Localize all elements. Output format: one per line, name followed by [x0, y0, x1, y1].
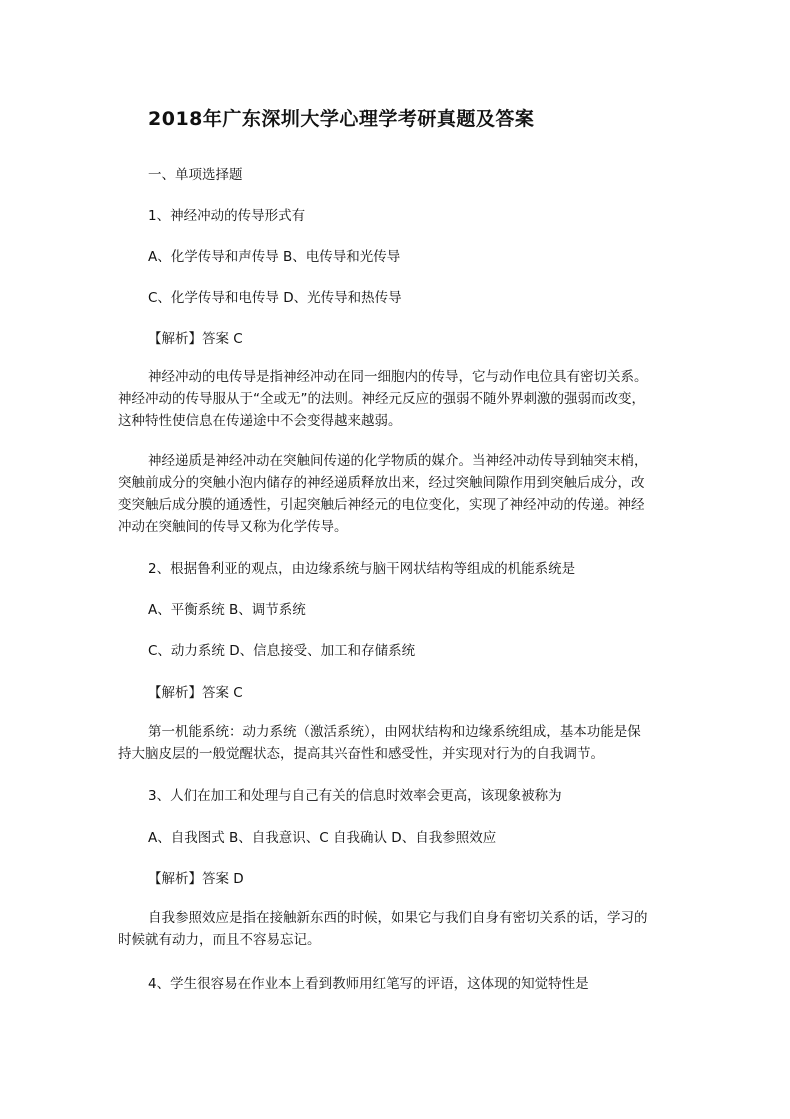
- question-1-options-cd: C、化学传导和电传导 D、光传导和热传导: [148, 290, 402, 306]
- text-line: 神经递质是神经冲动在突触间传递的化学物质的媒介。当神经冲动传导到轴突末梢，: [148, 453, 648, 469]
- document-title: 2018年广东深圳大学心理学考研真题及答案: [148, 108, 535, 130]
- text-line: 这种特性使信息在传递途中不会变得越来越弱。: [118, 413, 402, 429]
- question-1-explanation-2: [118, 450, 678, 538]
- question-3-answer: 【解析】答案 D: [148, 871, 244, 887]
- question-2-options-cd: C、动力系统 D、信息接受、加工和存储系统: [148, 643, 416, 659]
- question-4: 4、学生很容易在作业本上看到教师用红笔写的评语，这体现的知觉特性是: [148, 976, 589, 992]
- text-line: 持大脑皮层的一般觉醒状态，提高其兴奋性和感受性，并实现对行为的自我调节。: [118, 746, 604, 762]
- text-line: 变突触后成分膜的通透性，引起突触后神经元的电位变化，实现了神经冲动的传递。神经: [118, 497, 645, 513]
- text-line: 第一机能系统：动力系统（激活系统），由网状结构和边缘系统组成，基本功能是保: [148, 724, 641, 740]
- question-1-options-ab: A、化学传导和声传导 B、电传导和光传导: [148, 249, 401, 265]
- question-3-options: A、自我图式 B、自我意识、C 自我确认 D、自我参照效应: [148, 830, 497, 846]
- section-heading: 一、单项选择题: [148, 167, 243, 183]
- question-1: 1、神经冲动的传导形式有: [148, 208, 306, 224]
- question-1-explanation-1: [118, 366, 678, 432]
- text-line: 自我参照效应是指在接触新东西的时候，如果它与我们自身有密切关系的话，学习的: [148, 910, 648, 926]
- question-2-options-ab: A、平衡系统 B、调节系统: [148, 602, 306, 618]
- question-3-explanation: [118, 907, 678, 951]
- text-line: 神经冲动的电传导是指神经冲动在同一细胞内的传导，它与动作电位具有密切关系。: [148, 369, 648, 385]
- text-line: 突触前成分的突触小泡内储存的神经递质释放出来，经过突触间隙作用到突触后成分，改: [118, 475, 645, 491]
- question-2-explanation: [118, 721, 678, 765]
- question-2-answer: 【解析】答案 C: [148, 685, 243, 701]
- question-1-answer: 【解析】答案 C: [148, 331, 243, 347]
- text-line: 时候就有动力，而且不容易忘记。: [118, 932, 321, 948]
- text-line: 神经冲动的传导服从于“全或无”的法则。神经元反应的强弱不随外界刺激的强弱而改变，: [118, 391, 645, 407]
- question-3: 3、人们在加工和处理与自己有关的信息时效率会更高，该现象被称为: [148, 788, 562, 804]
- text-line: 冲动在突触间的传导又称为化学传导。: [118, 519, 348, 535]
- question-2: 2、根据鲁利亚的观点，由边缘系统与脑干网状结构等组成的机能系统是: [148, 561, 576, 577]
